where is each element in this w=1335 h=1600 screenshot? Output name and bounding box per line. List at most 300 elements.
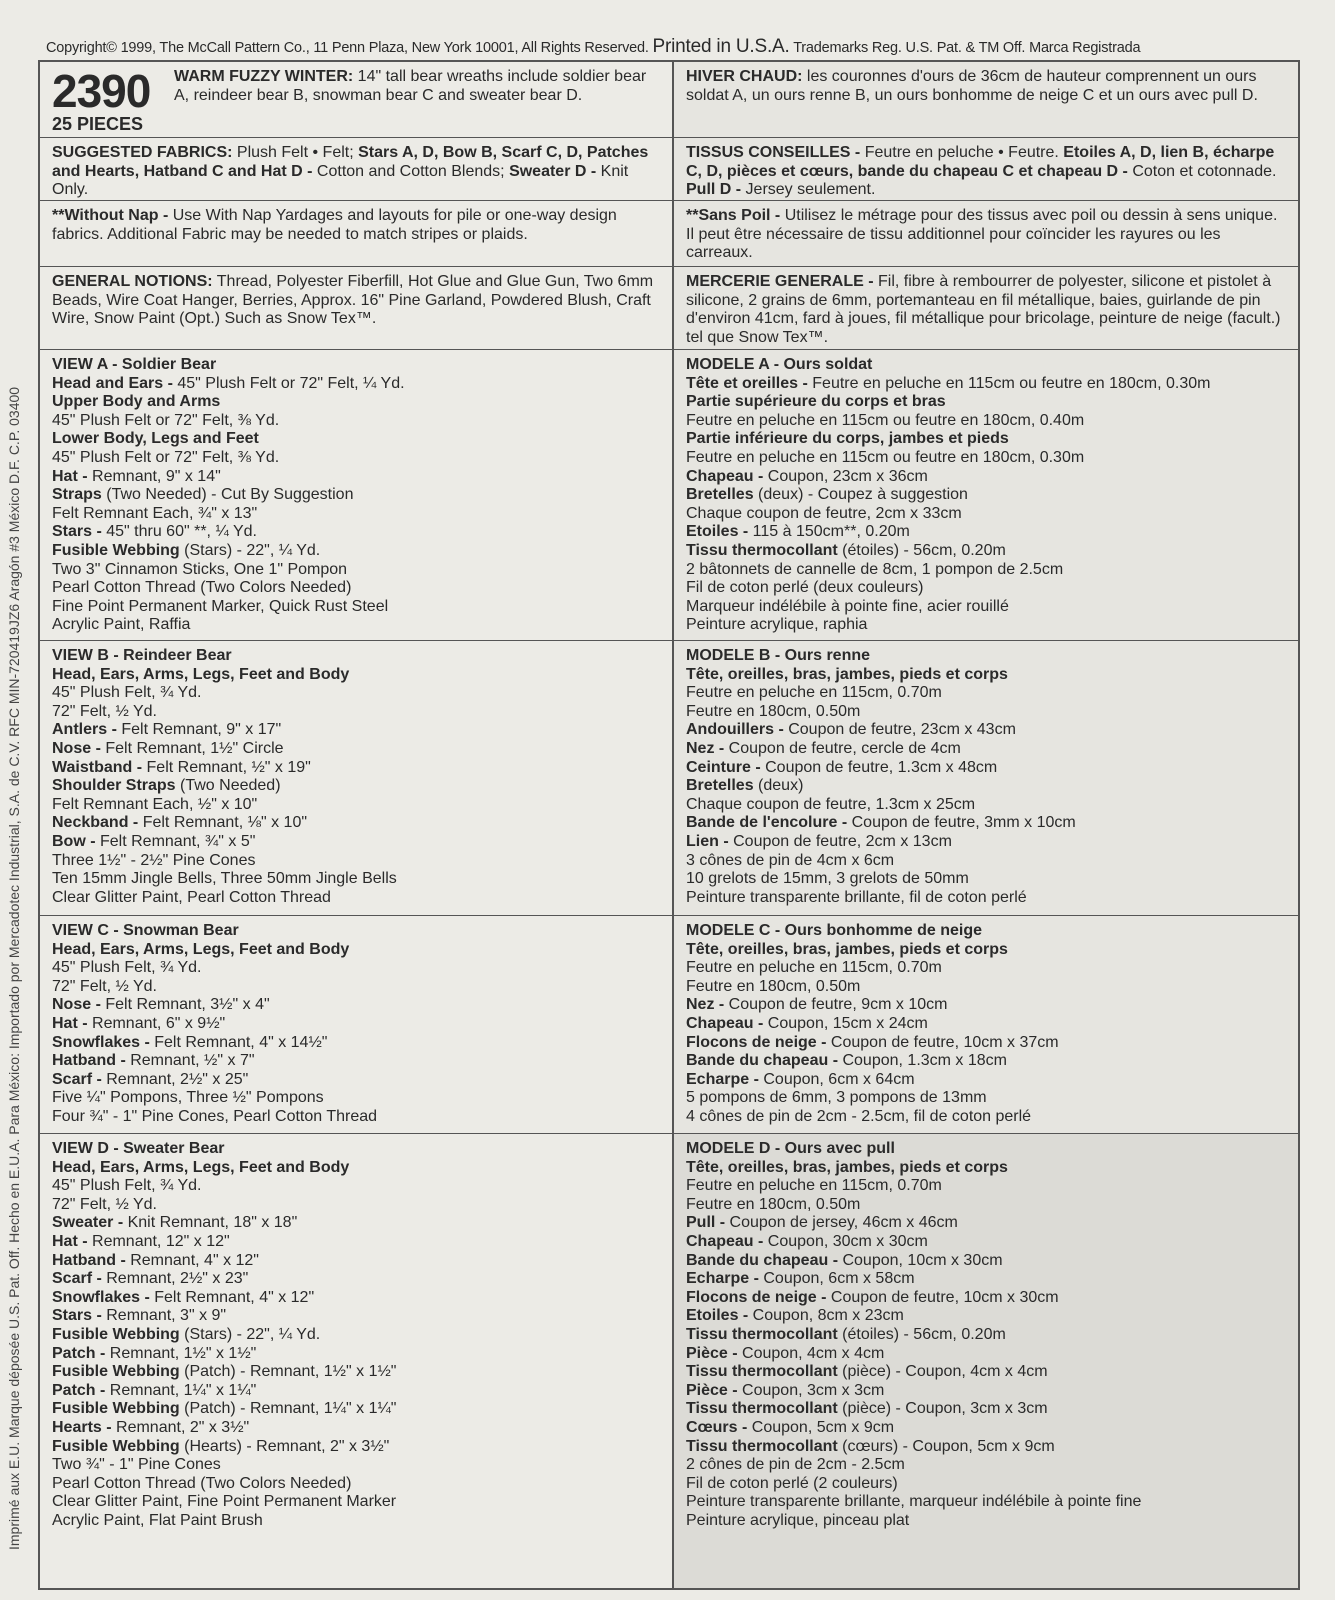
material-line: [686, 598, 1288, 617]
item-label: Neckband -: [52, 814, 139, 832]
item-text: Coupon, 30cm x 30cm: [763, 1232, 928, 1250]
item-label: Head, Ears, Arms, Legs, Feet and Body: [52, 665, 350, 683]
material-line: [52, 1512, 662, 1531]
item-label: Bow -: [52, 832, 96, 850]
material-line: [686, 1089, 1288, 1108]
material-line: [52, 486, 662, 505]
item-label: Snowflakes -: [52, 1033, 150, 1051]
material-line: [52, 796, 662, 815]
item-label: Fusible Webbing: [52, 1363, 180, 1381]
material-line: [52, 1475, 662, 1494]
item-text: (pièce) - Coupon, 4cm x 4cm: [837, 1363, 1048, 1381]
material-line: [686, 721, 1288, 740]
item-text: Plush Felt • Felt;: [232, 144, 359, 161]
material-line: [52, 1196, 662, 1215]
material-line: [686, 1438, 1288, 1457]
item-label: MERCERIE GENERALE -: [686, 273, 874, 290]
item-text: Utilisez le métrage pour des tissus avec poil ou dessin à sens unique. Il peut être nécessaire de tissu additionnel pour coïncider les rayures ou les carreaux.: [686, 207, 1278, 262]
material-line: [52, 598, 662, 617]
item-label: Bande du chapeau -: [686, 1251, 839, 1269]
item-label: Waistband -: [52, 758, 143, 776]
item-text: Coupon de feutre, 23cm x 43cm: [783, 721, 1016, 739]
item-label: Pull D -: [686, 181, 742, 199]
material-line: [686, 796, 1288, 815]
material-line: [52, 666, 662, 685]
item-text: Remnant, 1¼" x 1¼": [105, 1381, 257, 1399]
item-label: Bretelles: [686, 777, 754, 795]
material-line: [52, 1363, 662, 1382]
material-line: [686, 1071, 1288, 1090]
material-line: [686, 1400, 1288, 1419]
item-text: 45" Plush Felt, ¾ Yd.: [52, 1177, 202, 1195]
pattern-number-block: [52, 65, 174, 134]
material-line: [686, 777, 1288, 796]
material-line: [686, 759, 1288, 778]
item-text: Use With Nap Yardages and layouts for pile or one-way design fabrics. Additional Fabric may be needed to match stripes or plaids.: [52, 207, 617, 243]
material-line: [686, 1214, 1288, 1233]
material-line: [686, 1159, 1288, 1178]
item-label: MODELE B - Ours renne: [686, 647, 871, 664]
view-heading: [686, 922, 1288, 941]
item-label: Cœurs -: [686, 1418, 748, 1436]
item-label: Bretelles: [686, 486, 754, 504]
material-line: [52, 740, 662, 759]
item-text: 2 bâtonnets de cannelle de 8cm, 1 pompon de 2.5cm: [686, 560, 1064, 578]
material-line: [52, 542, 662, 561]
item-label: Scarf -: [52, 1070, 102, 1088]
item-label: Antlers -: [52, 721, 117, 739]
material-line: [686, 852, 1288, 871]
material-line: [52, 523, 662, 542]
material-line: [52, 1438, 662, 1457]
item-text: Thread, Polyester Fiberfill, Hot Glue and Glue Gun, Two 6mm Beads, Wire Coat Hanger, Berries, Approx. 16" Pine Garland, Powdered Blush, Craft Wire, Snow Paint (Opt.) Such as Snow Tex™.: [52, 273, 654, 328]
material-line: [686, 833, 1288, 852]
item-text: Coupon de feutre, 9cm x 10cm: [724, 996, 948, 1014]
material-line: [686, 1419, 1288, 1438]
item-text: Felt Remnant, 9" x 17": [116, 721, 282, 739]
piece-count: 25 PIECES: [52, 114, 144, 134]
material-line: [686, 870, 1288, 889]
material-line: [52, 721, 662, 740]
item-label: Pièce -: [686, 1381, 738, 1399]
item-label: SUGGESTED FABRICS:: [52, 144, 233, 161]
item-label: Shoulder Straps: [52, 777, 176, 795]
item-label: Partie supérieure du corps et bras: [686, 393, 946, 411]
material-line: [52, 1034, 662, 1053]
material-line: [686, 1512, 1288, 1531]
item-text: (Stars) - 22", ¼ Yd.: [179, 1325, 321, 1343]
material-line: [686, 616, 1288, 635]
material-line: [686, 1270, 1288, 1289]
item-text: Coupon, 15cm x 24cm: [763, 1014, 928, 1032]
item-text: les couronnes d'ours de 36cm de hauteur comprennent un ours soldat A, un ours renne B, un ours bonhomme de neige C et un ours avec pull D.: [686, 68, 1258, 104]
item-text: Clear Glitter Paint, Pearl Cotton Thread: [52, 888, 331, 906]
item-label: Chapeau -: [686, 467, 764, 485]
material-line: [52, 616, 662, 635]
pattern-sheet: [38, 60, 1300, 1590]
material-line: [686, 1289, 1288, 1308]
material-line: [52, 1159, 662, 1178]
item-label: Tête, oreilles, bras, jambes, pieds et corps: [686, 1158, 1008, 1176]
item-text: Coupon de jersey, 46cm x 46cm: [725, 1214, 958, 1232]
item-text: (étoiles) - 56cm, 0.20m: [837, 541, 1006, 559]
material-line: [686, 1456, 1288, 1475]
view-heading: [686, 356, 1288, 375]
notions-fr: [674, 267, 1298, 350]
item-label: Stars -: [52, 1307, 102, 1325]
material-line: [686, 1196, 1288, 1215]
item-label: Hat -: [52, 1232, 88, 1250]
item-label: TISSUS CONSEILLES -: [686, 144, 861, 161]
item-label: Hatband -: [52, 1052, 126, 1070]
item-text: Remnant, 1½" x 1½": [105, 1344, 257, 1362]
intro-fr-text: [686, 68, 1288, 105]
material-line: [52, 1177, 662, 1196]
item-text: (Patch) - Remnant, 1¼" x 1¼": [179, 1400, 397, 1418]
item-text: Ten 15mm Jingle Bells, Three 50mm Jingle Bells: [52, 870, 397, 888]
item-label: **Sans Poil -: [686, 207, 781, 224]
item-text: Coupon, 6cm x 58cm: [758, 1270, 915, 1288]
item-text: (Hearts) - Remnant, 2" x 3½": [179, 1437, 390, 1455]
item-label: Chapeau -: [686, 1014, 764, 1032]
material-line: [52, 1382, 662, 1401]
item-label: Tissu thermocollant: [686, 1363, 838, 1381]
item-label: Lien -: [686, 832, 729, 850]
item-label: Hat -: [52, 467, 88, 485]
view-heading: [52, 356, 662, 375]
item-text: Coupon, 3cm x 3cm: [737, 1381, 885, 1399]
item-text: Three 1½" - 2½" Pine Cones: [52, 851, 256, 869]
side-import-text: Imprimé aux E.U. Marque déposée U.S. Pat. Off. Hecho en E.U.A. Para México: Importado por Mercadotec Industrial, S.A. de C.V. RFC MIN-720419JZ6 Aragón #3 México D.F. C.P. 03400: [6, 386, 22, 1550]
item-text: Felt Remnant Each, ½" x 10": [52, 795, 258, 813]
fabrics-fr-text: [686, 144, 1288, 200]
item-label: Echarpe -: [686, 1270, 759, 1288]
item-text: 4 cônes de pin de 2cm - 2.5cm, fil de coton perlé: [686, 1107, 1032, 1125]
item-label: Bande de l'encolure -: [686, 814, 848, 832]
item-text: Remnant, 12" x 12": [87, 1232, 230, 1250]
item-text: Feutre en peluche en 115cm, 0.70m: [686, 684, 942, 702]
item-text: Chaque coupon de feutre, 1.3cm x 25cm: [686, 795, 976, 813]
material-line: [686, 1307, 1288, 1326]
material-line: [52, 1400, 662, 1419]
intro-en-label: WARM FUZZY WINTER:: [174, 68, 354, 85]
item-text: 2 cônes de pin de 2cm - 2.5cm: [686, 1456, 905, 1474]
item-text: 72" Felt, ½ Yd.: [52, 702, 157, 720]
item-label: Nez -: [686, 739, 725, 757]
material-line: [52, 1089, 662, 1108]
item-text: 45" Plush Felt, ¾ Yd.: [52, 684, 202, 702]
item-text: Two 3" Cinnamon Sticks, One 1" Pompon: [52, 560, 348, 578]
material-line: [686, 523, 1288, 542]
item-text: Two ¾" - 1" Pine Cones: [52, 1456, 221, 1474]
view-heading: [686, 647, 1288, 666]
material-line: [52, 703, 662, 722]
material-line: [686, 996, 1288, 1015]
item-text: 45" Plush Felt or 72" Felt, ¼ Yd.: [172, 374, 405, 392]
item-text: Remnant, 2½" x 23": [101, 1270, 249, 1288]
material-line: [52, 1252, 662, 1271]
item-text: Felt Remnant, 4" x 12": [149, 1288, 315, 1306]
material-line: [52, 375, 662, 394]
item-label: MODELE D - Ours avec pull: [686, 1140, 895, 1157]
material-line: [52, 579, 662, 598]
item-text: Felt Remnant, 1½" Circle: [100, 739, 284, 757]
nap-fr-text: [686, 207, 1288, 263]
material-line: [686, 941, 1288, 960]
item-text: 45" Plush Felt, ¾ Yd.: [52, 959, 202, 977]
material-line: [52, 870, 662, 889]
nap-fr: [674, 201, 1298, 267]
item-label: Tissu thermocollant: [686, 1325, 838, 1343]
item-text: Coupon, 4cm x 4cm: [737, 1344, 885, 1362]
item-label: GENERAL NOTIONS:: [52, 273, 213, 290]
item-label: Fusible Webbing: [52, 1437, 180, 1455]
item-text: Coupon de feutre, 3mm x 10cm: [847, 814, 1076, 832]
item-text: Clear Glitter Paint, Fine Point Permanent Marker: [52, 1493, 397, 1511]
item-text: Felt Remnant, 3½" x 4": [100, 996, 270, 1014]
item-text: Coupon de feutre, 10cm x 30cm: [826, 1288, 1059, 1306]
item-text: (étoiles) - 56cm, 0.20m: [837, 1325, 1006, 1343]
item-label: HIVER CHAUD:: [686, 68, 803, 85]
material-line: [52, 852, 662, 871]
material-line: [52, 1307, 662, 1326]
material-line: [52, 1456, 662, 1475]
material-line: [52, 468, 662, 487]
view-b-en: [40, 641, 674, 916]
item-label: Partie inférieure du corps, jambes et pieds: [686, 430, 1009, 448]
material-line: [52, 1015, 662, 1034]
fabrics-fr: [674, 138, 1298, 201]
item-text: Chaque coupon de feutre, 2cm x 33cm: [686, 504, 962, 522]
copyright-text: Copyright© 1999, The McCall Pattern Co., 11 Penn Plaza, New York 10001, All Rights Reserved.: [46, 40, 649, 56]
item-text: Fil de coton perlé (deux couleurs): [686, 579, 924, 597]
item-label: Bande du chapeau -: [686, 1052, 839, 1070]
item-text: Feutre en 180cm, 0.50m: [686, 977, 861, 995]
item-text: Remnant, 4" x 12": [125, 1251, 259, 1269]
item-text: Marqueur indélébile à pointe fine, acier rouillé: [686, 597, 1009, 615]
trademark-text: Trademarks Reg. U.S. Pat. & TM Off. Marca Registrada: [793, 40, 1141, 56]
view-c-fr: [674, 916, 1298, 1134]
item-text: Coupon de feutre, 10cm x 37cm: [826, 1033, 1059, 1051]
item-label: Snowflakes -: [52, 1288, 150, 1306]
material-line: [686, 978, 1288, 997]
material-line: [686, 1493, 1288, 1512]
material-line: [52, 996, 662, 1015]
item-text: Acrylic Paint, Raffia: [52, 616, 191, 634]
material-line: [686, 1034, 1288, 1053]
fabrics-en: [40, 138, 674, 201]
item-text: Coupon, 8cm x 23cm: [748, 1307, 904, 1325]
item-label: Ceinture -: [686, 758, 761, 776]
item-text: Coupon, 5cm x 9cm: [747, 1418, 895, 1436]
item-text: Pearl Cotton Thread (Two Colors Needed): [52, 579, 352, 597]
view-a-fr: [674, 350, 1298, 641]
item-label: Straps: [52, 486, 102, 504]
item-label: Tête, oreilles, bras, jambes, pieds et corps: [686, 940, 1008, 958]
material-line: [686, 542, 1288, 561]
material-line: [52, 777, 662, 796]
item-label: Stars A, D, Bow B, Scarf C, D, Patches and Hearts, Hatband C and Hat D -: [52, 144, 649, 180]
item-text: (cœurs) - Coupon, 5cm x 9cm: [837, 1437, 1055, 1455]
item-label: Nose -: [52, 996, 101, 1014]
item-label: Echarpe -: [686, 1070, 759, 1088]
item-label: VIEW C - Snowman Bear: [52, 922, 239, 939]
material-line: [52, 1270, 662, 1289]
material-line: [52, 1326, 662, 1345]
material-line: [686, 1108, 1288, 1127]
material-line: [686, 1252, 1288, 1271]
nap-en-text: [52, 207, 662, 244]
item-text: Remnant, 3" x 9": [101, 1307, 227, 1325]
item-label: Hearts -: [52, 1418, 112, 1436]
item-text: Feutre en 180cm, 0.50m: [686, 702, 861, 720]
view-c-en: [40, 916, 674, 1134]
item-label: Tissu thermocollant: [686, 541, 838, 559]
material-line: [686, 703, 1288, 722]
material-line: [52, 561, 662, 580]
item-label: VIEW D - Sweater Bear: [52, 1140, 225, 1157]
material-line: [52, 1108, 662, 1127]
item-text: Feutre en peluche en 115cm ou feutre en 180cm, 0.30m: [807, 374, 1211, 392]
item-label: Hat -: [52, 1014, 88, 1032]
view-heading: [52, 647, 662, 666]
item-label: Lower Body, Legs and Feet: [52, 430, 259, 448]
material-line: [52, 759, 662, 778]
item-label: Fusible Webbing: [52, 541, 180, 559]
item-label: Pull -: [686, 1214, 726, 1232]
view-heading: [52, 1140, 662, 1159]
item-label: Upper Body and Arms: [52, 393, 221, 411]
item-text: Coton et cotonnade.: [1127, 162, 1277, 180]
material-line: [686, 449, 1288, 468]
item-text: 45" thru 60" **, ¼ Yd.: [101, 523, 257, 541]
material-line: [686, 375, 1288, 394]
item-text: Five ¼" Pompons, Three ½" Pompons: [52, 1089, 324, 1107]
material-line: [686, 740, 1288, 759]
item-label: Tissu thermocollant: [686, 1400, 838, 1418]
item-text: Felt Remnant Each, ¾" x 13": [52, 504, 258, 522]
item-label: Nose -: [52, 739, 101, 757]
item-text: (pièce) - Coupon, 3cm x 3cm: [837, 1400, 1048, 1418]
item-text: 5 pompons de 6mm, 3 pompons de 13mm: [686, 1089, 987, 1107]
item-text: 45" Plush Felt or 72" Felt, ⅜ Yd.: [52, 411, 280, 429]
notions-en: [40, 267, 674, 350]
material-line: [52, 1071, 662, 1090]
item-text: (deux): [753, 777, 804, 795]
item-text: Feutre en 180cm, 0.50m: [686, 1195, 861, 1213]
item-text: Feutre en peluche • Feutre.: [860, 144, 1064, 161]
material-line: [686, 1052, 1288, 1071]
view-d-fr: [674, 1134, 1298, 1588]
material-line: [52, 1214, 662, 1233]
material-line: [52, 941, 662, 960]
item-text: 45" Plush Felt or 72" Felt, ⅜ Yd.: [52, 448, 280, 466]
material-line: [52, 1233, 662, 1252]
material-line: [52, 393, 662, 412]
material-line: [52, 1493, 662, 1512]
item-label: Nez -: [686, 996, 725, 1014]
item-label: Tissu thermocollant: [686, 1437, 838, 1455]
material-line: [52, 505, 662, 524]
item-text: Knit Remnant, 18" x 18": [123, 1214, 298, 1232]
item-text: Coupon, 23cm x 36cm: [763, 467, 928, 485]
item-label: Stars -: [52, 523, 102, 541]
item-label: **Without Nap -: [52, 207, 169, 224]
fabrics-en-text: [52, 144, 662, 200]
item-label: MODELE C - Ours bonhomme de neige: [686, 922, 983, 939]
item-text: Peinture acrylique, pinceau plat: [686, 1511, 910, 1529]
item-label: Tête et oreilles -: [686, 374, 808, 392]
item-text: (Two Needed): [175, 777, 281, 795]
material-line: [686, 684, 1288, 703]
material-line: [52, 1345, 662, 1364]
item-text: 72" Felt, ½ Yd.: [52, 977, 157, 995]
item-label: Andouillers -: [686, 721, 784, 739]
material-line: [52, 814, 662, 833]
item-text: Remnant, 6" x 9½": [87, 1014, 226, 1032]
view-a-en: [40, 350, 674, 641]
item-text: Four ¾" - 1" Pine Cones, Pearl Cotton Thread: [52, 1107, 378, 1125]
item-label: VIEW B - Reindeer Bear: [52, 647, 232, 664]
item-text: Coupon de feutre, 1.3cm x 48cm: [760, 758, 998, 776]
item-text: Peinture acrylique, raphia: [686, 616, 868, 634]
item-label: Patch -: [52, 1344, 106, 1362]
item-text: Felt Remnant, ⅛" x 10": [138, 814, 308, 832]
item-label: Patch -: [52, 1381, 106, 1399]
item-text: Jersey seulement.: [741, 181, 876, 199]
item-text: Coupon, 1.3cm x 18cm: [838, 1052, 1007, 1070]
material-line: [686, 412, 1288, 431]
item-label: MODELE A - Ours soldat: [686, 356, 873, 373]
item-label: Pièce -: [686, 1344, 738, 1362]
item-label: Tête, oreilles, bras, jambes, pieds et corps: [686, 665, 1008, 683]
copyright-header: [46, 36, 1296, 58]
item-text: 115 à 150cm**, 0.20m: [748, 523, 910, 541]
item-text: 10 grelots de 15mm, 3 grelots de 50mm: [686, 870, 969, 888]
view-heading: [686, 1140, 1288, 1159]
material-line: [686, 1015, 1288, 1034]
item-label: Chapeau -: [686, 1232, 764, 1250]
material-line: [52, 978, 662, 997]
material-line: [52, 1289, 662, 1308]
item-text: (deux) - Coupez à suggestion: [753, 486, 968, 504]
item-label: Etoiles -: [686, 523, 749, 541]
item-text: Remnant, 2½" x 25": [101, 1070, 249, 1088]
material-line: [52, 684, 662, 703]
item-text: Coupon de feutre, 2cm x 13cm: [728, 832, 952, 850]
view-d-en: [40, 1134, 674, 1588]
item-text: (Stars) - 22", ¼ Yd.: [179, 541, 321, 559]
item-label: Head, Ears, Arms, Legs, Feet and Body: [52, 1158, 350, 1176]
material-line: [686, 959, 1288, 978]
item-text: Pearl Cotton Thread (Two Colors Needed): [52, 1474, 352, 1492]
item-text: Remnant, ½" x 7": [125, 1052, 255, 1070]
material-line: [686, 1475, 1288, 1494]
item-text: (Two Needed) - Cut By Suggestion: [101, 486, 354, 504]
item-text: Fil, fibre à rembourrer de polyester, silicone et pistolet à silicone, 2 grains de 6mm, portemanteau en fil métallique, baies, guirlande de pin d'environ 41cm, fard à joues, fil métallique pour bricolage, peinture de neige (facult.) tel que Snow Tex™.: [686, 273, 1281, 346]
material-line: [52, 833, 662, 852]
material-line: [686, 579, 1288, 598]
material-line: [686, 1233, 1288, 1252]
pattern-number: 2390: [52, 65, 151, 117]
item-label: Flocons de neige -: [686, 1288, 827, 1306]
nap-en: [40, 201, 674, 267]
material-line: [686, 486, 1288, 505]
item-text: Felt Remnant, ¾" x 5": [95, 832, 256, 850]
item-text: Feutre en peluche en 115cm ou feutre en 180cm, 0.40m: [686, 411, 1085, 429]
item-label: Etoiles A, D, lien B, écharpe C, D, pièces et cœurs, bande du chapeau C et chapeau D -: [686, 144, 1275, 180]
item-label: Fusible Webbing: [52, 1400, 180, 1418]
